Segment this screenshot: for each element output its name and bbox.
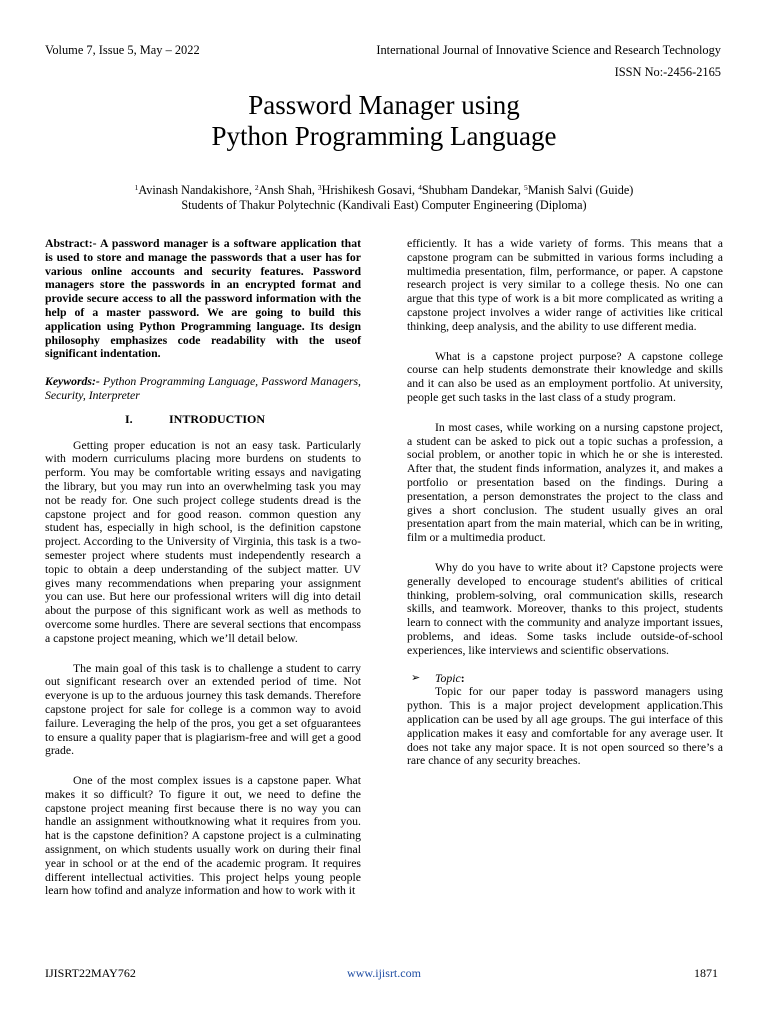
paragraph: The main goal of this task is to challenge a student to carry out significant research over an extended period of time. Not everyone is up to the arduous journey this task demands. Therefore capstone project for sale for college is a common way to avoid failure. Leveraging the help of the pros, you get a set ofguarantees to ensure a quality paper that is plagiarism-free and will get a good grade. (45, 661, 361, 758)
title-line-2: Python Programming Language (211, 121, 557, 151)
author-1: Avinash Nandakishore, (138, 183, 255, 197)
footer-paper-id: IJISRT22MAY762 (45, 966, 136, 980)
paragraph: efficiently. It has a wide variety of forms. This means that a capstone program can be submitted in various forms including a multimedia presentation, film, performance, or paper. A capstone research project is very similar to a college thesis. No one can argue that this type of work is a bit more complicated as writing a capstone project involves a wider range of activities like critical thinking, deep analysis, and the ability to use different media. (407, 237, 723, 333)
abstract-text: A password manager is a software application that is used to store and manage the passwords that a user has for various online accounts and security features. Password managers store the passwords in an encrypted format and provide secure access to all the password information with the help of a master password. We are going to build this application using Python Programming language. Its design philosophy emphasizes code readability with the useof significant indentation. (45, 237, 361, 361)
paragraph: Getting proper education is not an easy task. Particularly with modern curriculums placing more burdens on students to perform. You may be comfortable writing essays and navigating the library, but you may run into an overwhelming task you may not be ready for. One such project college students dread is the capstone project and for good reason. common question any student has, especially in high school, is the definition capstone project. According to the University of Virginia, this task is a two-semester project where students must independently research a topic to obtain a deep understanding of the subject matter. UV gives many recommendations when preparing your assignment you can use. But here our professional writers will dig into detail about the purpose of this significant work as well as methods to overcome some hurdles. There are several sections that encompass a capstone project meaning, which we’ll detail below. (45, 438, 361, 645)
author-4: Shubham Dandekar, (421, 183, 524, 197)
header-issn: ISSN No:-2456-2165 (614, 65, 721, 79)
abstract (45, 237, 361, 361)
section-heading (45, 413, 361, 427)
header-journal: International Journal of Innovative Science and Research Technology (376, 43, 721, 57)
author-5: Manish Salvi (Guide) (527, 183, 634, 197)
topic-heading (411, 672, 723, 686)
paragraph: What is a capstone project purpose? A capstone college course can help students demonstrate their knowledge and skills and it can also be used as an employment portfolio. At university, people get such tasks in the last class of a study program. (407, 349, 723, 404)
keywords (45, 375, 361, 403)
header-volume: Volume 7, Issue 5, May – 2022 (45, 43, 200, 57)
author-3: Hrishikesh Gosavi, (321, 183, 419, 197)
left-column (45, 237, 361, 898)
right-column (407, 237, 723, 768)
topic-text: Topic for our paper today is password managers using python. This is a major project development application.This application can be used by all age groups. The gui interface of this application makes it easy and comfortable for any average user. It does not take any major space. It is not open sourced so there’s a rare chance of any security breaches. (407, 685, 723, 768)
author-2-sup: 2 (254, 183, 259, 192)
author-2: Ansh Shah, (258, 183, 318, 197)
author-4-sup: 4 (418, 183, 422, 192)
footer-page-number: 1871 (694, 966, 718, 980)
abstract-label: Abstract:- (45, 237, 100, 250)
author-5-sup: 5 (523, 183, 528, 192)
keywords-label: Keywords:- (45, 375, 104, 389)
paragraph: One of the most complex issues is a capstone paper. What makes it so difficult? To figure it out, we need to define the capstone project meaning first because there is no way you can handle an assignment withoutknowing what it requires from you. hat is the capstone definition? A capstone project is a culminating assignment, on which students usually work on during their final year in school or at the end of the academic program. It requires different intellectual activities. This project helps young people learn how tofind and analyze information and how to work with it (45, 774, 361, 898)
arrow-bullet-icon: ➢ (411, 671, 421, 684)
topic-colon: : (460, 671, 465, 685)
topic-label: Topic (435, 671, 461, 685)
section-number: I. (125, 411, 133, 426)
author-1-sup: 1 (134, 183, 139, 192)
paper-title (0, 90, 768, 152)
section-title: INTRODUCTION (169, 411, 266, 426)
author-list (0, 181, 768, 198)
paragraph: Why do you have to write about it? Capstone projects were generally developed to encourage student's abilities of critical thinking, problem-solving, oral communication skills, research skills, and teamwork. Moreover, thanks to this project, students learn to connect with the community and analyze important issues, problems, and ideas. Some tasks include outside-of-school experiences, like interviews and scientific observations. (407, 560, 723, 657)
author-block (0, 181, 768, 212)
title-line-1: Password Manager using (248, 90, 520, 120)
keywords-text: Python Programming Language, Password Managers, Security, Interpreter (45, 375, 361, 402)
paragraph: In most cases, while working on a nursing capstone project, a student can be asked to pick out a topic suchas a profession, a social problem, or another topic in which he or she is interested. After that, the student finds information, analyzes it, and makes a portfolio or presentation based on the findings. During a presentation, a person demonstrates the project to the class and gives a short conclusion. The student usually gives an oral presentation apart from the main material, which can be in writing, film or a multimedia product. (407, 420, 723, 545)
author-affiliation: Students of Thakur Polytechnic (Kandivali East) Computer Engineering (Diploma) (181, 197, 587, 212)
footer-website-link[interactable]: www.ijisrt.com (347, 966, 421, 980)
author-3-sup: 3 (317, 183, 322, 192)
